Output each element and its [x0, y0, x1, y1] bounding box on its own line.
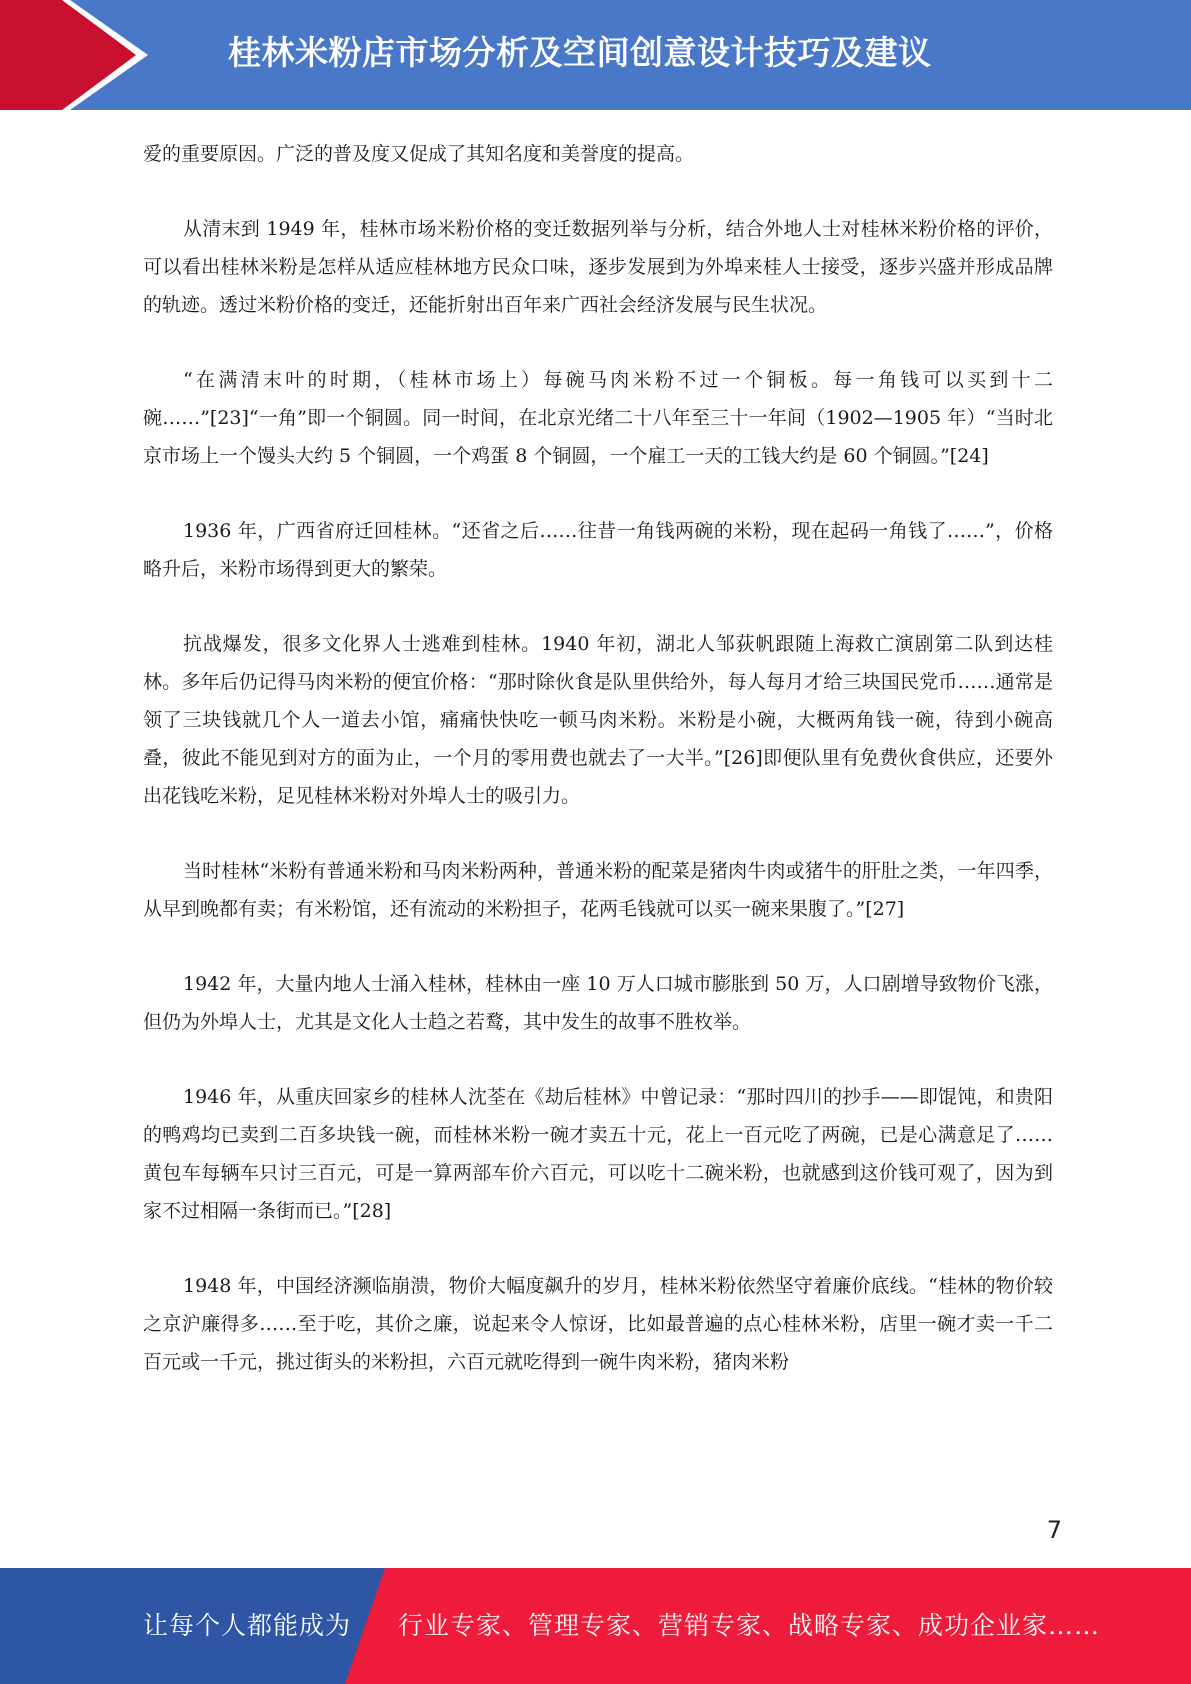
page-footer	[0, 1568, 1191, 1684]
paragraph-7: 1942 年，大量内地人士涌入桂林，桂林由一座 10 万人口城市膨胀到 50 万，人口剧增导致物价飞涨，但仍为外埠人士，尤其是文化人士趋之若鹜，其中发生的故事不胜枚举。	[143, 973, 1053, 1033]
paragraph-1: 爱的重要原因。广泛的普及度又促成了其知名度和美誉度的提高。	[143, 143, 695, 165]
paragraph-2: 从清末到 1949 年，桂林市场米粉价格的变迁数据列举与分析，结合外地人士对桂林米粉价格的评价，可以看出桂林米粉是怎样从适应桂林地方民众口味，逐步发展到为外埠来桂人士接受，逐步兴盛并形成品牌的轨迹。透过米粉价格的变迁，还能折射出百年来广西社会经济发展与民生状况。	[143, 218, 1053, 316]
paragraph-4: 1936 年，广西省府迁回桂林。“还省之后……往昔一角钱两碗的米粉，现在起码一角钱了……”，价格略升后，米粉市场得到更大的繁荣。	[143, 520, 1053, 580]
paragraph-3: “在满清末叶的时期，（桂林市场上）每碗马肉米粉不过一个铜板。每一角钱可以买到十二碗……”[23]“一角”即一个铜圆。同一时间，在北京光绪二十八年至三十一年间（1902—1905 年）“当时北京市场上一个馒头大约 5 个铜圆，一个鸡蛋 8 个铜圆，一个雇工一天的工钱大约是 60 个铜圆。”[24]	[143, 369, 1053, 467]
footer-slogan-lead: 让每个人都能成为	[143, 1611, 352, 1640]
document-title: 桂林米粉店市场分析及空间创意设计技巧及建议	[228, 33, 932, 72]
page-header	[0, 0, 1191, 110]
paragraph-8: 1946 年，从重庆回家乡的桂林人沈荃在《劫后桂林》中曾记录：“那时四川的抄手——即馄饨，和贵阳的鸭鸡均已卖到二百多块钱一碗，而桂林米粉一碗才卖五十元，花上一百元吃了两碗，已是心满意足了……黄包车每辆车只讨三百元，可是一算两部车价六百元，可以吃十二碗米粉，也就感到这价钱可观了，因为到家不过相隔一条街而已。”[28]	[143, 1086, 1053, 1222]
document-body	[143, 135, 1053, 1418]
paragraph-9: 1948 年，中国经济濒临崩溃，物价大幅度飙升的岁月，桂林米粉依然坚守着廉价底线。“桂林的物价较之京沪廉得多……至于吃，其价之廉，说起来令人惊讶，比如最普遍的点心桂林米粉，店里一碗才卖一千二百元或一千元，挑过街头的米粉担，六百元就吃得到一碗牛肉米粉，猪肉米粉	[143, 1275, 1053, 1373]
paragraph-6: 当时桂林“米粉有普通米粉和马肉米粉两种，普通米粉的配菜是猪肉牛肉或猪牛的肝肚之类，一年四季，从早到晚都有卖；有米粉馆，还有流动的米粉担子，花两毛钱就可以买一碗来果腹了。”[27]	[143, 860, 1053, 920]
paragraph-5: 抗战爆发，很多文化界人士逃难到桂林。1940 年初，湖北人邹荻帆跟随上海救亡演剧第二队到达桂林。多年后仍记得马肉米粉的便宜价格：“那时除伙食是队里供给外，每人每月才给三块国民党币……通常是领了三块钱就几个人一道去小馆，痛痛快快吃一顿马肉米粉。米粉是小碗，大概两角钱一碗，待到小碗高叠，彼此不能见到对方的面为止，一个月的零用费也就去了一大半。”[26]即便队里有免费伙食供应，还要外出花钱吃米粉，足见桂林米粉对外埠人士的吸引力。	[143, 633, 1053, 807]
page-number: 7	[1046, 1516, 1062, 1544]
chevron-arrow-icon	[0, 0, 160, 110]
footer-slogan-roles: 行业专家、管理专家、营销专家、战略专家、成功企业家……	[398, 1611, 1101, 1640]
